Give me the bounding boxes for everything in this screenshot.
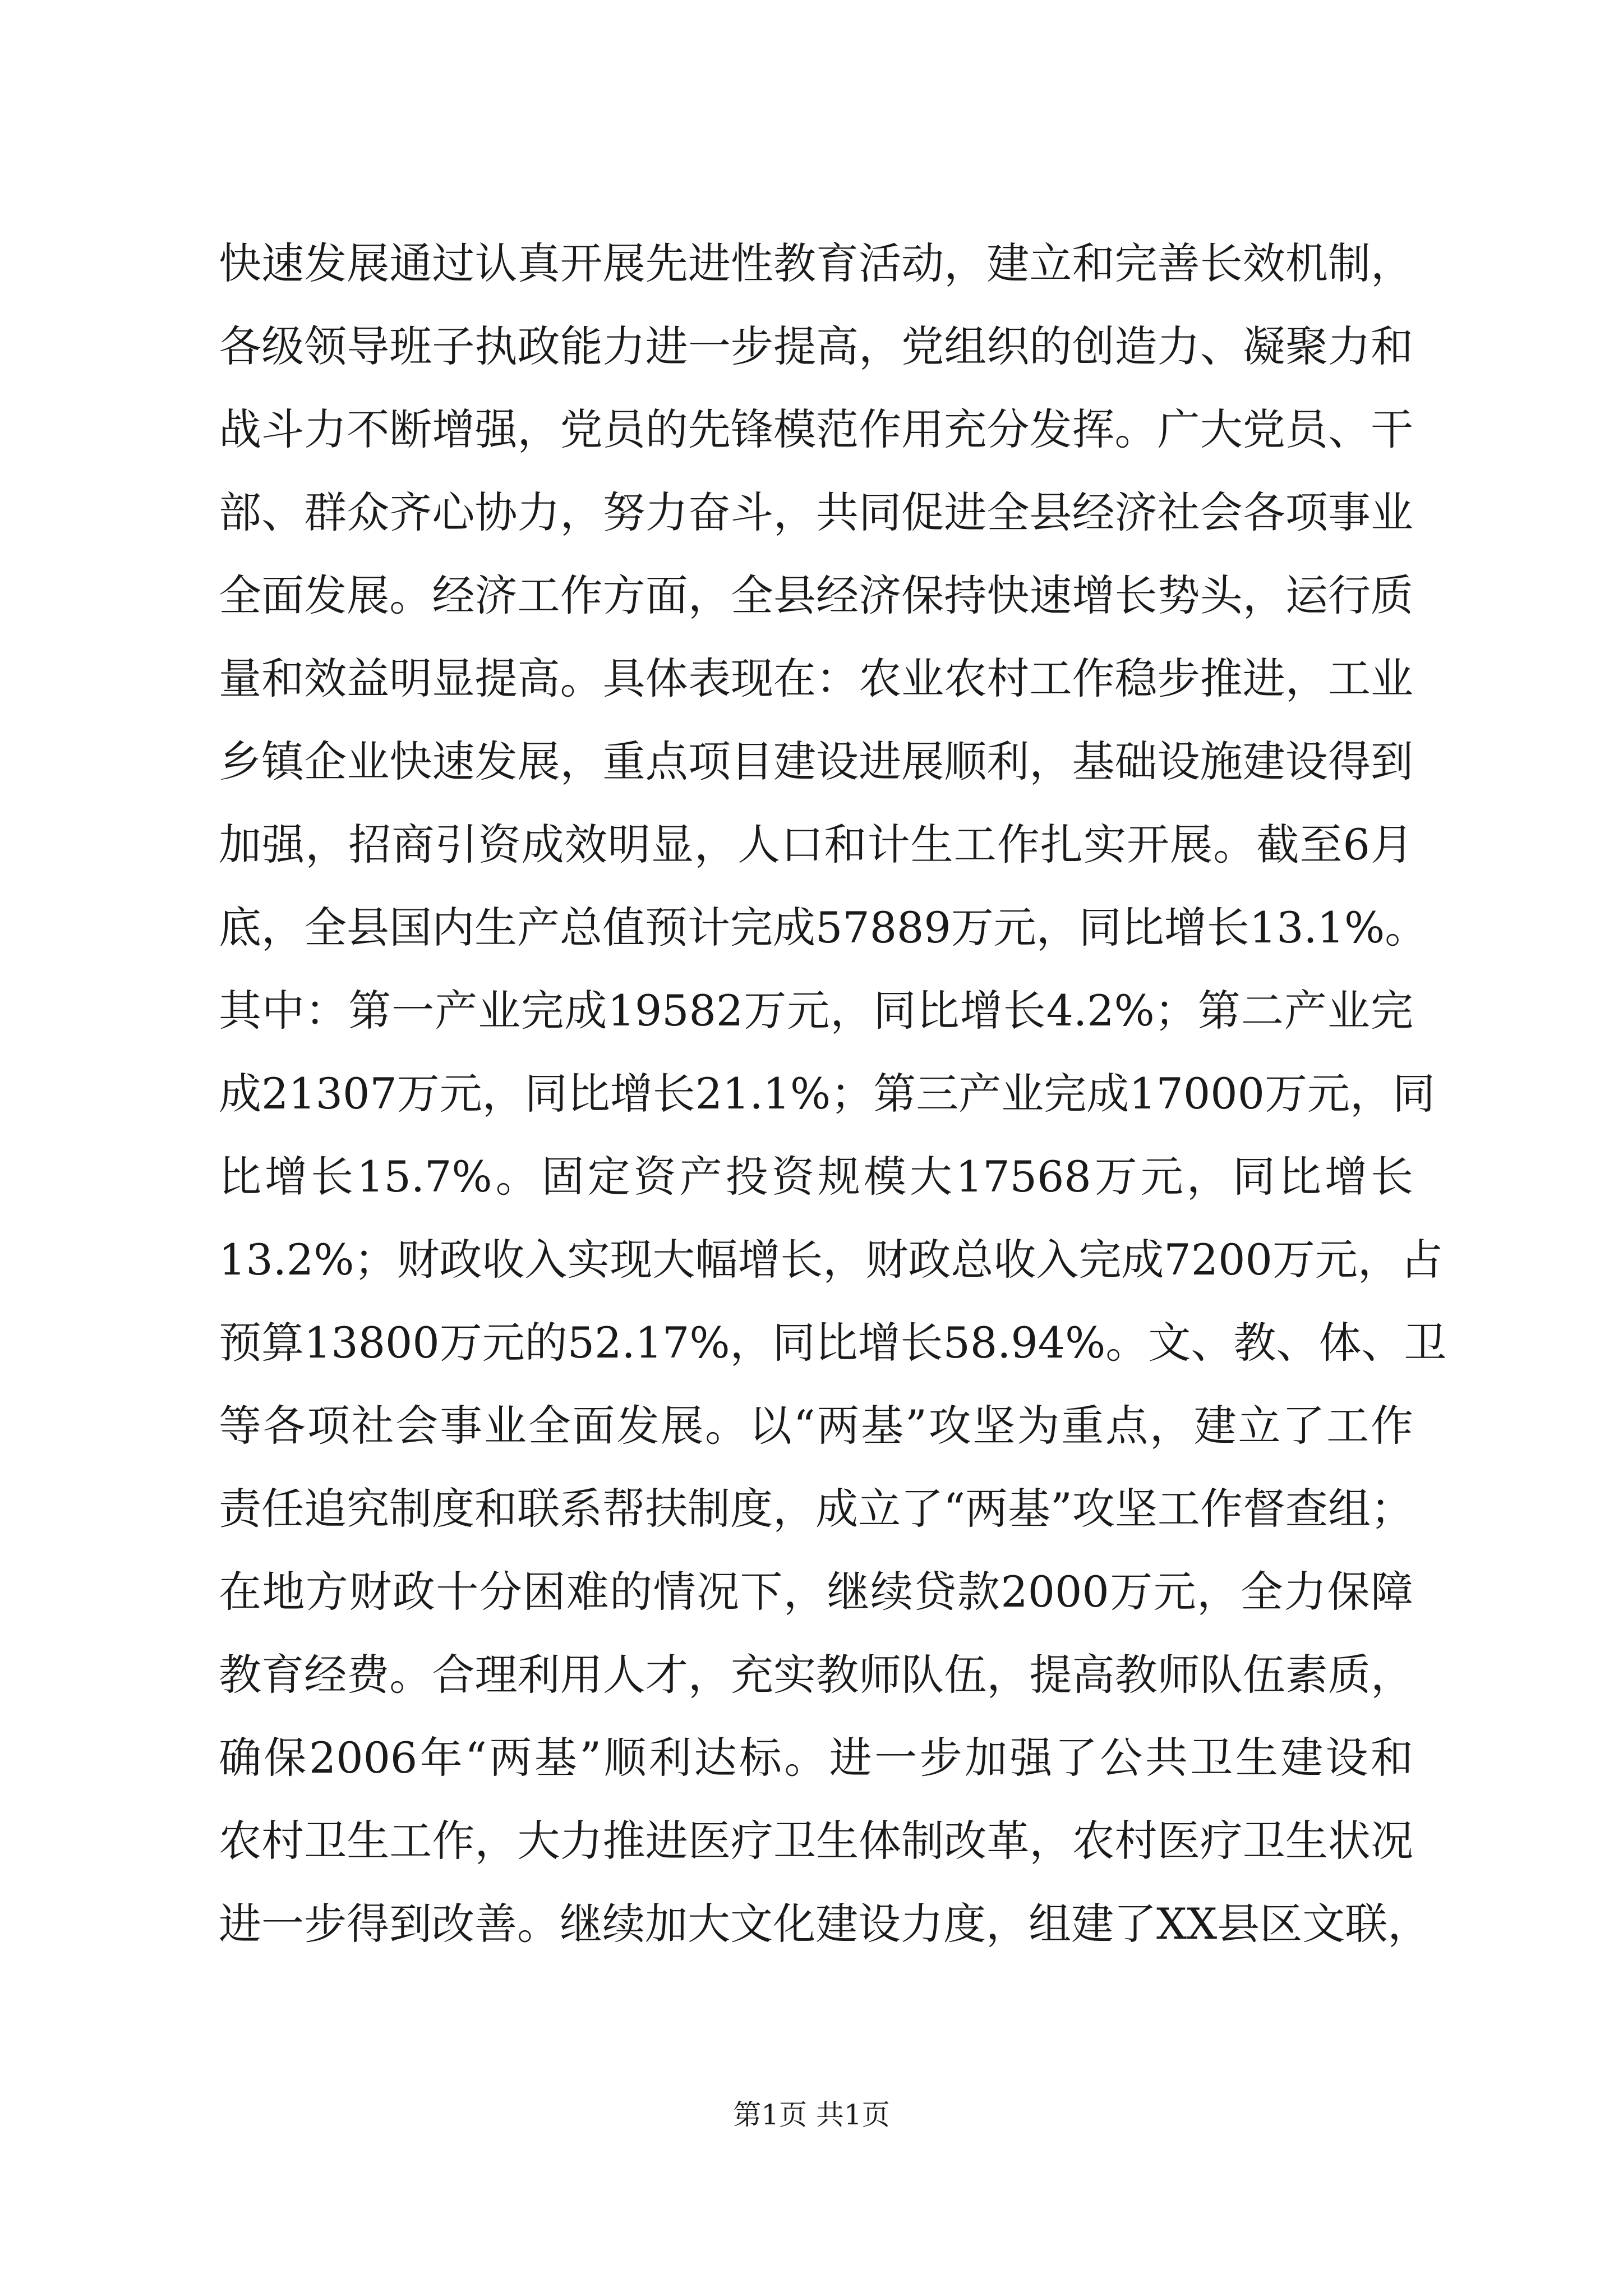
text-line: 加强，招商引资成效明显，人口和计生工作扎实开展。截至6月: [219, 820, 1413, 869]
text-line: 底，全县国内生产总值预计完成57889万元，同比增长13.1%。: [219, 903, 1428, 953]
body-text: [219, 222, 1447, 1966]
text-line: 部、群众齐心协力，努力奋斗，共同促进全县经济社会各项事业: [219, 487, 1413, 537]
text-line: 在地方财政十分困难的情况下，继续贷款2000万元，全力保障: [219, 1567, 1413, 1617]
text-line: 乡镇企业快速发展，重点项目建设进展顺利，基础设施建设得到: [219, 737, 1413, 786]
text-line: 预算13800万元的52.17%，同比增长58.94%。文、教、体、卫: [219, 1318, 1447, 1368]
text-line: 农村卫生工作，大力推进医疗卫生体制改革，农村医疗卫生状况: [219, 1816, 1413, 1866]
text-line: 责任追究制度和联系帮扶制度，成立了“两基”攻坚工作督查组；: [219, 1484, 1413, 1534]
text-line: 战斗力不断增强，党员的先锋模范作用充分发挥。广大党员、干: [219, 404, 1413, 454]
text-line: 13.2%；财政收入实现大幅增长，财政总收入完成7200万元，占: [219, 1235, 1443, 1285]
text-line: 成21307万元，同比增长21.1%；第三产业完成17000万元，同: [219, 1069, 1435, 1119]
text-line: 进一步得到改善。继续加大文化建设力度，组建了XX县区文联，: [219, 1899, 1431, 1949]
text-line: 全面发展。经济工作方面，全县经济保持快速增长势头，运行质: [219, 570, 1413, 620]
text-line: 等各项社会事业全面发展。以“两基”攻坚为重点，建立了工作: [219, 1401, 1413, 1451]
page-footer: 第1页 共1页: [733, 2099, 890, 2131]
text-line: 各级领导班子执政能力进一步提高，党组织的创造力、凝聚力和: [219, 321, 1413, 371]
text-line: 快速发展通过认真开展先进性教育活动，建立和完善长效机制，: [219, 238, 1413, 288]
text-line: 比增长15.7%。固定资产投资规模大17568万元，同比增长: [219, 1152, 1413, 1202]
text-line: 其中：第一产业完成19582万元，同比增长4.2%；第二产业完: [219, 986, 1413, 1036]
text-line: 确保2006年“两基”顺利达标。进一步加强了公共卫生建设和: [219, 1733, 1413, 1783]
text-line: 教育经费。合理利用人才，充实教师队伍，提高教师队伍素质，: [219, 1650, 1413, 1700]
text-line: 量和效益明显提高。具体表现在：农业农村工作稳步推进，工业: [219, 654, 1413, 703]
